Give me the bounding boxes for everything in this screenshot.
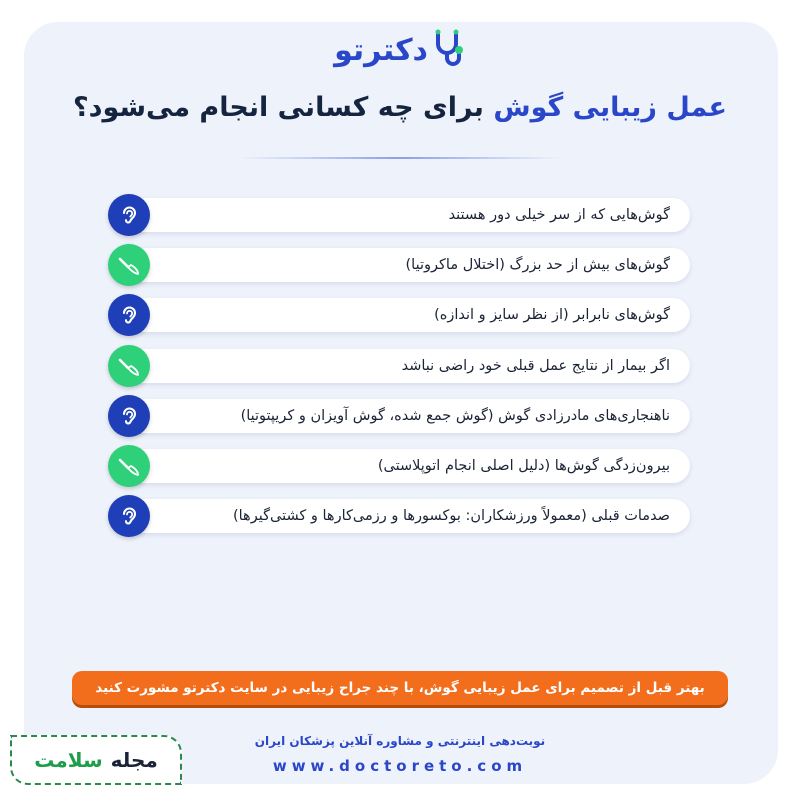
magazine-label: مجله — [110, 748, 158, 772]
title-highlight: عمل زیبایی گوش — [493, 92, 727, 123]
page-title — [0, 92, 800, 123]
list-item — [108, 345, 690, 385]
list-item-text: صدمات قبلی (معمولاً ورزشکاران: بوکسورها و رزمی‌کارها و کشتی‌گیرها) — [130, 499, 690, 533]
indications-list — [108, 194, 690, 545]
title-divider — [240, 157, 560, 159]
list-item — [108, 244, 690, 284]
scalpel-icon — [108, 445, 150, 487]
list-item — [108, 194, 690, 234]
list-item-text: اگر بیمار از نتایج عمل قبلی خود راضی نباشد — [130, 349, 690, 383]
list-item-text: بیرون‌زدگی گوش‌ها (دلیل اصلی انجام اتوپلاستی) — [130, 449, 690, 483]
magazine-label-highlight: سلامت — [34, 748, 103, 772]
list-item — [108, 294, 690, 334]
list-item — [108, 445, 690, 485]
list-item-text: گوش‌های نابرابر (از نظر سایز و اندازه) — [130, 298, 690, 332]
logo — [0, 26, 800, 74]
ear-icon — [108, 194, 150, 236]
scalpel-icon — [108, 345, 150, 387]
logo-text: دکترتو — [334, 32, 428, 68]
website-url[interactable]: www.doctoreto.com — [272, 757, 528, 775]
list-item-text: گوش‌هایی که از سر خیلی دور هستند — [130, 198, 690, 232]
list-item — [108, 495, 690, 535]
list-item — [108, 395, 690, 435]
scalpel-icon — [108, 244, 150, 286]
consult-banner: بهتر قبل از تصمیم برای عمل زیبایی گوش، با چند جراح زیبایی در سایت دکترتو مشورت کنید — [72, 671, 728, 705]
ear-icon — [108, 495, 150, 537]
stethoscope-icon — [432, 28, 466, 72]
footer-tagline: نوبت‌دهی اینترنتی و مشاوره آنلاین پزشکان ایران — [254, 734, 546, 748]
title-rest: برای چه کسانی انجام می‌شود؟ — [73, 92, 484, 123]
list-item-text: ناهنجاری‌های مادرزادی گوش (گوش جمع شده، گوش آویزان و کریپتوتیا) — [130, 399, 690, 433]
list-item-text: گوش‌های بیش از حد بزرگ (اختلال ماکروتیا) — [130, 248, 690, 282]
ear-icon — [108, 395, 150, 437]
magazine-badge — [10, 735, 182, 785]
